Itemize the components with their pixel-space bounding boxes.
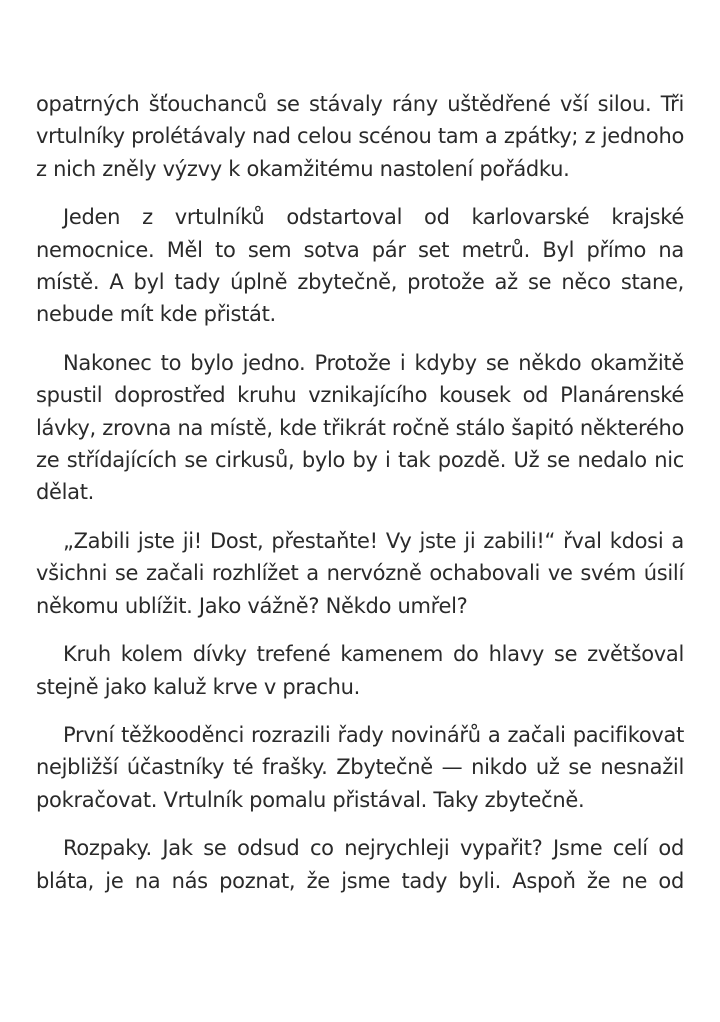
document-page [36,88,684,913]
paragraph: První těžkooděnci rozrazili řady novinářů a začali pacifikovat nejbližší účastníky té frašky. Zbytečně — nikdo už se nesnažil pokračovat. Vrtulník pomalu přistával. Taky zbytečně. [36,722,684,812]
paragraph: Nakonec to bylo jedno. Protože i kdyby se někdo okamžitě spustil doprostřed kruhu vznikajícího kousek od Planárenské lávky, zrovna na místě, kde třikrát ročně stálo šapitó některého ze střídajících se cirkusů, bylo by i tak pozdě. Už se nedalo nic dělat. [36,350,684,505]
paragraph: „Zabili jste ji! Dost, přestaňte! Vy jste ji zabili!“ řval kdosi a všichni se začali rozhlížet a nervózně ochabovali ve svém úsilí někomu ublížit. Jako vážně? Někdo umřel? [36,528,684,618]
paragraph: Kruh kolem dívky trefené kamenem do hlavy se zvětšoval stejně jako kaluž krve v prachu. [36,642,684,699]
paragraph-continued: opatrných šťouchanců se stávaly rány uštědřené vší silou. Tři vrtulníky prolétávaly nad celou scénou tam a zpátky; z jednoho z nich zněly výzvy k okamžitému nastolení pořádku. [36,92,684,181]
paragraph: Jeden z vrtulníků odstartoval od karlovarské krajské nemocnice. Měl to sem sotva pár set metrů. Byl přímo na místě. A byl tady úplně zbytečně, protože až se něco stane, nebude mít kde přistát. [36,205,684,327]
paragraph-truncated: Rozpaky. Jak se odsud co nejrychleji vypařit? Jsme celí od bláta, je na nás poznat, že jsme tady byli. Aspoň že ne od [36,836,684,893]
